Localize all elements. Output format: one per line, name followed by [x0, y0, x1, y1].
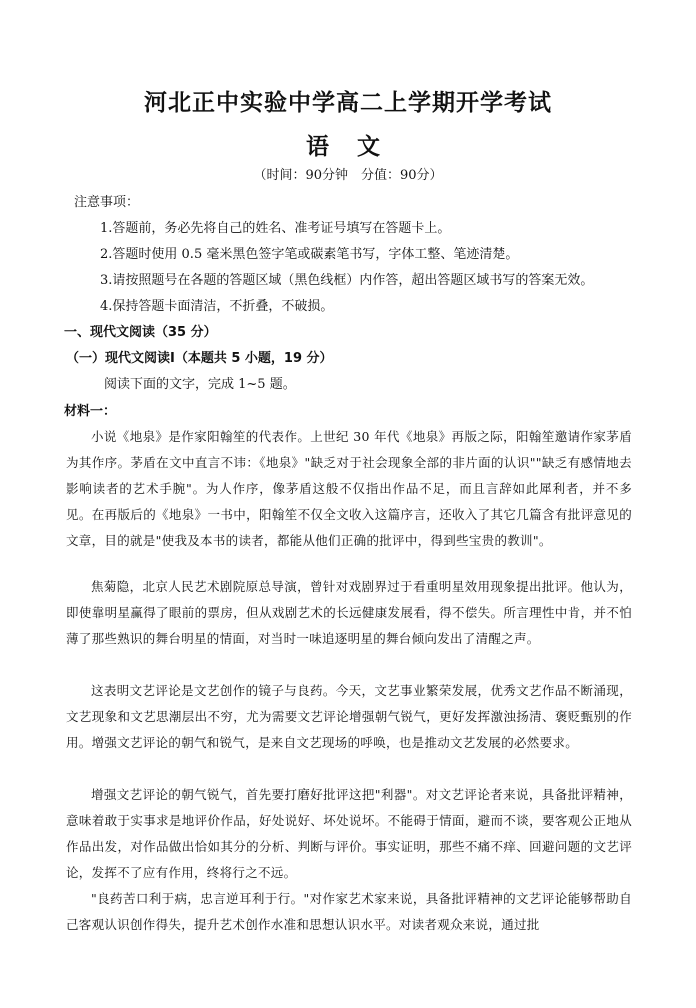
- subject-title: 语 文: [305, 134, 390, 160]
- material-label: 材料一：: [64, 404, 117, 419]
- paragraph-5: "良药苦口利于病，忠言逆耳利于行。"对作家艺术家来说，具备批评精神的文艺评论能够帮助自己客观认识创作得失，提升艺术创作水准和思想认识水平。对读者观众来说，通过批: [66, 891, 632, 932]
- paragraph-3: 这表明文艺评论是文艺创作的镜子与良药。今天，文艺事业繁荣发展，优秀文艺作品不断涌现，文艺现象和文艺思潮层出不穷，尤为需要文艺评论增强朝气锐气，更好发挥激浊扬清、褒贬甄别的作用。增强文艺评论的朝气和锐气，是来自文艺现场的呼唤，也是推动文艺发展的必然要求。: [66, 683, 632, 750]
- notice-item-1: 1.答题前，务必先将自己的姓名、准考证号填写在答题卡上。: [100, 221, 451, 236]
- notice-item-3: 3.请按照题号在各题的答题区域（黑色线框）内作答，超出答题区域书写的答案无效。: [100, 273, 594, 288]
- notice-item-4: 4.保持答题卡面清洁，不折叠，不破损。: [100, 299, 334, 314]
- notice-heading: 注意事项：: [74, 195, 140, 210]
- subsection-heading: （一）现代文阅读Ⅰ（本题共 5 小题，19 分）: [66, 351, 333, 366]
- exam-title: 河北正中实验中学高二上学期开学考试: [144, 90, 552, 116]
- time-info: （时间：90分钟 分值：90分）: [253, 168, 443, 183]
- paragraph-4: 增强文艺评论的朝气锐气，首先要打磨好批评这把"利器"。对文艺评论者来说，具备批评精神，意味着敢于实事求是地评价作品，好处说好、坏处说坏。不能碍于情面，避而不谈，要客观公正地从作品出发，对作品做出恰如其分的分析、判断与评价。事实证明，那些不痛不痒、回避问题的文艺评论，发挥不了应有作用，终将行之不远。: [66, 787, 632, 880]
- notice-item-2: 2.答题时使用 0.5 毫米黑色签字笔或碳素笔书写，字体工整、笔迹清楚。: [100, 247, 519, 262]
- paragraph-2: 焦菊隐，北京人民艺术剧院原总导演，曾针对戏剧界过于看重明星效用现象提出批评。他认为，即使靠明星赢得了眼前的票房，但从戏剧艺术的长远健康发展看，得不偿失。所言理性中肯，并不怕薄了那些熟识的舞台明星的情面，对当时一味追逐明星的舞台倾向发出了清醒之声。: [66, 579, 632, 646]
- reading-instruction: 阅读下面的文字，完成 1~5 题。: [104, 377, 296, 392]
- paragraph-1: 小说《地泉》是作家阳翰笙的代表作。上世纪 30 年代《地泉》再版之际，阳翰笙邀请作家茅盾为其作序。茅盾在文中直言不讳：《地泉》"缺乏对于社会现象全部的非片面的认识""缺乏有感情地去影响读者的艺术手腕"。为人作序，像茅盾这般不仅指出作品不足，而且言辞如此犀利者，并不多见。在再版后的《地泉》一书中，阳翰笙不仅全文收入这篇序言，还收入了其它几篇含有批评意见的文章，目的就是"使我及本书的读者，都能从他们正确的批评中，得到些宝贵的教训"。: [66, 429, 632, 548]
- section-heading: 一、现代文阅读（35 分）: [64, 325, 217, 340]
